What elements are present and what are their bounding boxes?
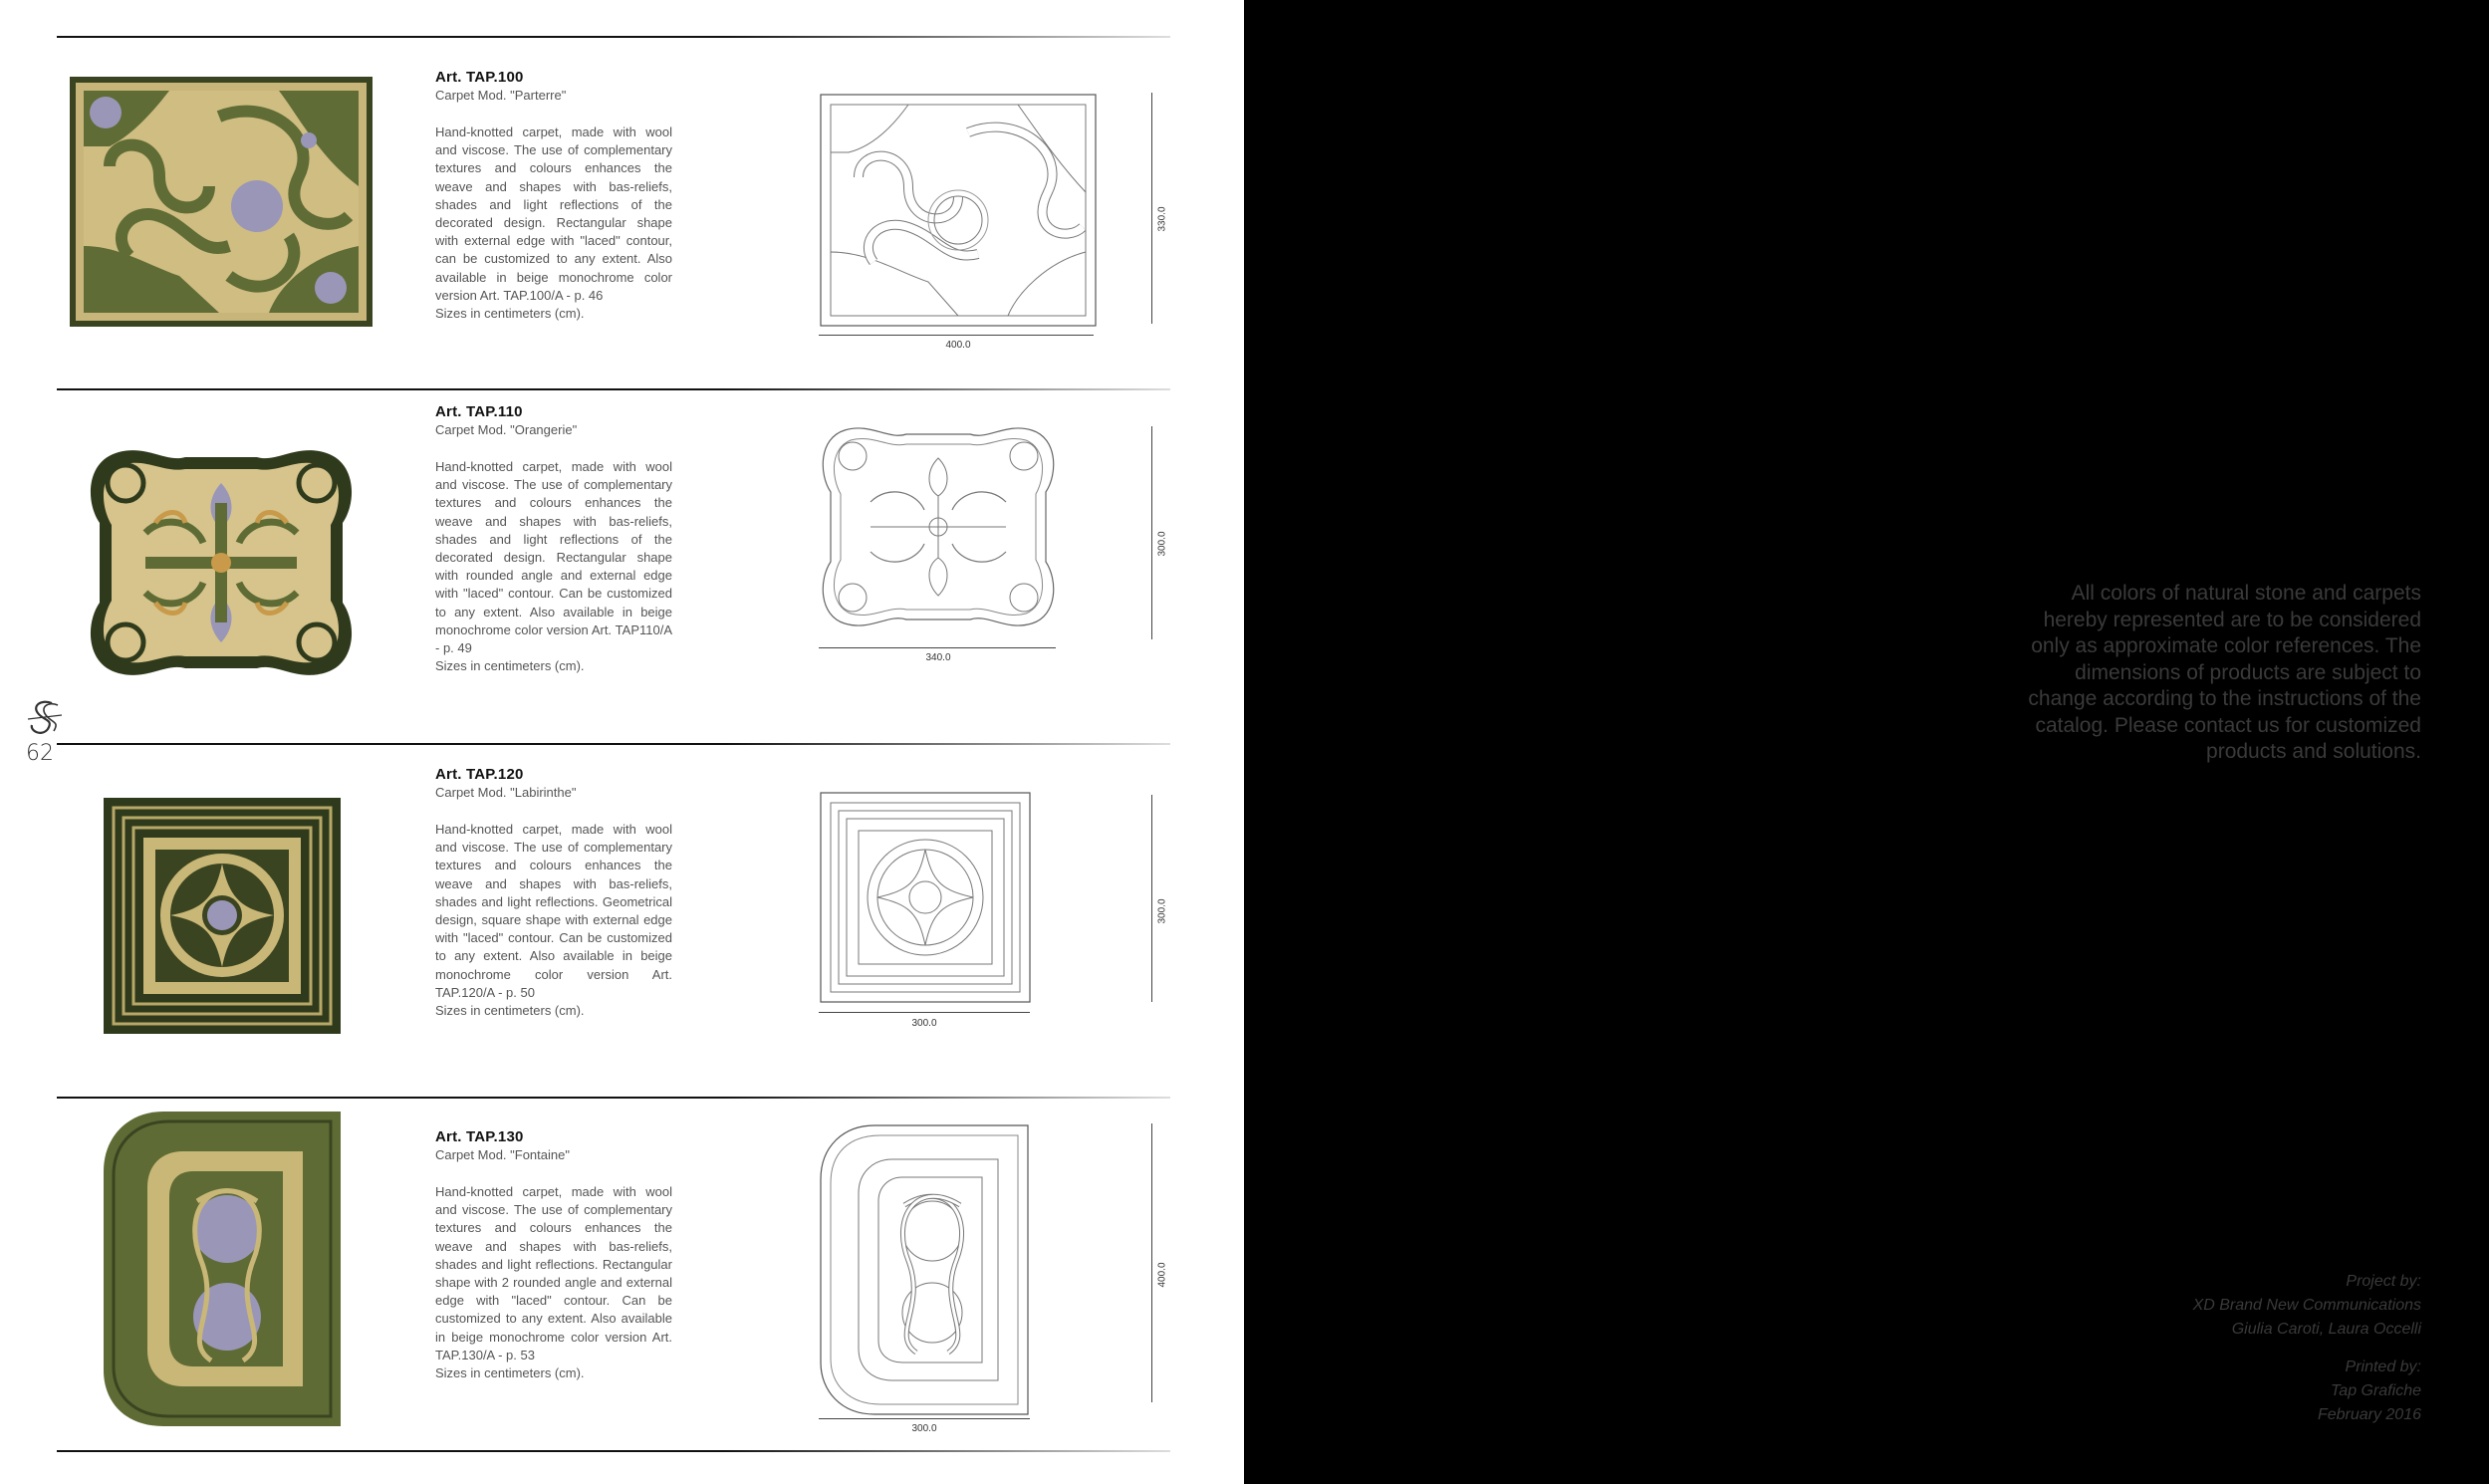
divider-rule: [57, 1450, 1170, 1452]
product-title: Art. TAP.110: [435, 403, 523, 420]
product-description: Hand-knotted carpet, made with wool and viscose. The use of complementary textures and colours enhances the weave and shapes with bas-reliefs, shades and light reflections of the decorated design. Rectangular shape with rounded angle and external edge with "laced" contour. Can be customized to any extent. Also available in beige monochrome color version Art. TAP110/A - p. 49: [435, 459, 672, 656]
width-dimension-label: 340.0: [925, 652, 951, 663]
width-dimension-label: 400.0: [945, 340, 971, 351]
printer-name: Tap Grafiche: [2330, 1382, 2421, 1399]
technical-drawing-fontaine: [819, 1123, 1030, 1421]
divider-rule: [57, 36, 1170, 38]
product-title: Art. TAP.120: [435, 766, 524, 783]
brand-logo-icon: [24, 697, 64, 742]
technical-drawing-orangerie: [819, 422, 1058, 636]
carpet-photo-labirinthe: [104, 798, 341, 1034]
height-dimension-label: 400.0: [1156, 1262, 1168, 1288]
product-title: Art. TAP.100: [435, 69, 524, 86]
divider-rule: [57, 388, 1170, 390]
height-dimension-label: 300.0: [1156, 531, 1168, 557]
product-text: [435, 403, 672, 675]
page-number: 62: [26, 741, 54, 766]
width-dimension-label: 300.0: [911, 1018, 937, 1029]
product-sizes-note: Sizes in centimeters (cm).: [435, 1003, 585, 1019]
product-model: Carpet Mod. "Orangerie": [435, 422, 578, 437]
height-dimension-label: 300.0: [1156, 898, 1168, 924]
right-page: [1244, 0, 2489, 1484]
product-sizes-note: Sizes in centimeters (cm).: [435, 306, 585, 322]
product-title: Art. TAP.130: [435, 1128, 524, 1145]
width-dimension-line: [819, 647, 1056, 648]
height-dimension-line: [1151, 1123, 1152, 1402]
divider-rule: [57, 743, 1170, 745]
height-dimension-label: 330.0: [1156, 206, 1168, 232]
left-page: [0, 0, 1244, 1484]
product-sizes-note: Sizes in centimeters (cm).: [435, 1365, 585, 1381]
color-disclaimer: All colors of natural stone and carpets hereby represented are to be considered only as approximate color references. The dimensions of products are subject to change according to the instructions of the catalog. Please contact us for customized products and solutions.: [2028, 582, 2421, 763]
product-description: Hand-knotted carpet, made with wool and viscose. The use of complementary textures and colours enhances the weave and shapes with bas-reliefs, shades and light reflections. Rectangular shape with 2 rounded angle and external edge with "laced" contour. Can be customized to any extent. Also available in beige monochrome color version Art. TAP.130/A - p. 53: [435, 1184, 672, 1362]
credits-block: [2023, 1270, 2421, 1427]
product-model: Carpet Mod. "Labirinthe": [435, 785, 577, 800]
project-label: Project by:: [2346, 1273, 2421, 1290]
carpet-photo-orangerie: [86, 443, 357, 682]
width-dimension-label: 300.0: [911, 1423, 937, 1434]
product-description: Hand-knotted carpet, made with wool and viscose. The use of complementary textures and colours enhances the weave and shapes with bas-reliefs, shades and light reflections of the decorated design. Rectangular shape with external edge with "laced" contour, can be customized to any extent. Also available in beige monochrome color version Art. TAP.100/A - p. 46: [435, 124, 672, 303]
carpet-photo-parterre: [70, 77, 373, 327]
width-dimension-line: [819, 1012, 1030, 1013]
project-people: Giulia Caroti, Laura Occelli: [2231, 1321, 2421, 1338]
product-description: Hand-knotted carpet, made with wool and viscose. The use of complementary textures and colours enhances the weave and shapes with bas-reliefs, shades and light reflections. Geometrical design, square shape with external edge with "laced" contour. Can be customized to any extent. Also available in beige monochrome color version Art. TAP.120/A - p. 50: [435, 822, 672, 1000]
carpet-photo-fontaine: [104, 1112, 341, 1426]
printed-label: Printed by:: [2345, 1359, 2421, 1375]
height-dimension-line: [1151, 795, 1152, 1002]
technical-drawing-parterre: [819, 93, 1098, 337]
height-dimension-line: [1151, 93, 1152, 324]
product-text: [435, 1128, 672, 1382]
width-dimension-line: [819, 1418, 1030, 1419]
print-date: February 2016: [2317, 1406, 2421, 1423]
product-model: Carpet Mod. "Fontaine": [435, 1147, 570, 1162]
product-text: [435, 69, 672, 323]
technical-drawing-labirinthe: [819, 791, 1032, 1009]
divider-rule: [57, 1097, 1170, 1099]
product-sizes-note: Sizes in centimeters (cm).: [435, 658, 585, 674]
height-dimension-line: [1151, 426, 1152, 639]
width-dimension-line: [819, 335, 1094, 336]
product-text: [435, 766, 672, 1020]
product-model: Carpet Mod. "Parterre": [435, 88, 567, 103]
project-agency: XD Brand New Communications: [2192, 1297, 2421, 1314]
